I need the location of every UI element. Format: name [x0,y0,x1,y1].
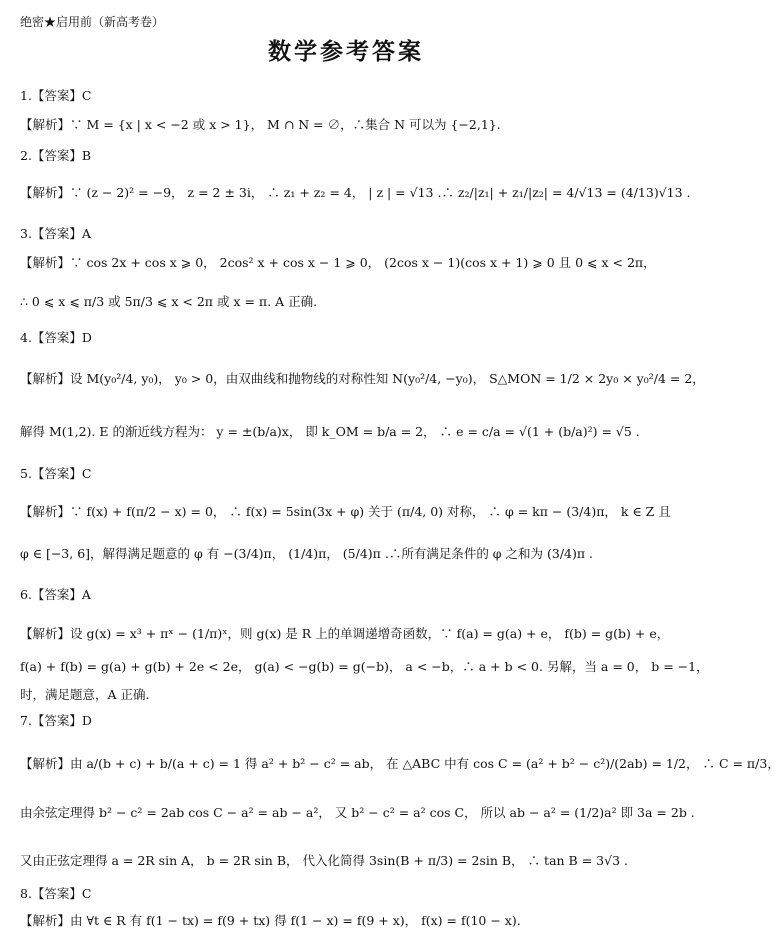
explanation-line: ∴ 0 ⩽ x ⩽ π/3 或 5π/3 ⩽ x < 2π 或 x = π. A 正确. [20,294,318,309]
answer-line: 5.【答案】C [20,466,92,481]
answer-line: 1.【答案】C [20,88,92,103]
explanation-line: 【解析】设 g(x) = x³ + πˣ − (1/π)ˣ，则 g(x) 是 R 上的单调递增奇函数，∵ f(a) = g(a) + e， f(b) = g(b) + e， [20,626,670,641]
answer-line: 7.【答案】D [20,713,92,728]
explanation-line: 【解析】∵ (z − 2)² = −9， z = 2 ± 3i， ∴ z₁ + z₂ = 4， | z | = √13 .∴ z₂/|z₁| + z₁/|z₂| = 4/√13 = (4/13)√13 . [20,185,691,200]
explanation-line: 【解析】∵ cos 2x + cos x ⩾ 0， 2cos² x + cos x − 1 ⩾ 0， (2cos x − 1)(cos x + 1) ⩾ 0 且 0 ⩽ x < 2π， [20,255,656,270]
answer-line: 4.【答案】D [20,330,92,345]
explanation-line: 【解析】由 ∀t ∈ R 有 f(1 − tx) = f(9 + tx) 得 f(1 − x) = f(9 + x)， f(x) = f(10 − x). [20,913,521,928]
explanation-line: 【解析】∵ M = {x | x < −2 或 x > 1}， M ∩ N = ∅，∴集合 N 可以为 {−2,1}. [20,117,501,132]
explanation-line: 【解析】∵ f(x) + f(π/2 − x) = 0， ∴ f(x) = 5sin(3x + φ) 关于 (π/4, 0) 对称， ∴ φ = kπ − (3/4)π， k ∈ Z 且 [20,504,671,519]
answer-line: 2.【答案】B [20,148,92,163]
explanation-line: 时，满足题意，A 正确. [20,687,150,702]
answer-line: 6.【答案】A [20,587,91,602]
confidential-tag: 绝密★启用前（新高考卷） [20,15,165,29]
explanation-line: 【解析】设 M(y₀²/4, y₀)， y₀ > 0，由双曲线和抛物线的对称性知 N(y₀²/4, −y₀)， S△MON = 1/2 × 2y₀ × y₀²/4 = 2， [20,371,705,386]
explanation-line: 由余弦定理得 b² − c² = 2ab cos C − a² = ab − a²， 又 b² − c² = a² cos C， 所以 ab − a² = (1/2)a² 即 3a = 2b . [20,805,695,820]
page-title: 数学参考答案 [268,38,424,65]
explanation-line: 解得 M(1,2). E 的渐近线方程为： y = ±(b/a)x， 即 k_OM = b/a = 2， ∴ e = c/a = √(1 + (b/a)²) = √5 . [20,424,640,439]
answer-line: 8.【答案】C [20,886,92,901]
answer-line: 3.【答案】A [20,226,91,241]
explanation-line: φ ∈ [−3, 6]，解得满足题意的 φ 有 −(3/4)π， (1/4)π， (5/4)π .∴所有满足条件的 φ 之和为 (3/4)π . [20,546,594,561]
explanation-line: 【解析】由 a/(b + c) + b/(a + c) = 1 得 a² + b² − c² = ab， 在 △ABC 中有 cos C = (a² + b² − c²)/(2ab) = 1/2， ∴ C = π/3， [20,756,780,771]
explanation-line: 又由正弦定理得 a = 2R sin A， b = 2R sin B， 代入化简得 3sin(B + π/3) = 2sin B， ∴ tan B = 3√3 . [20,853,628,868]
explanation-line: f(a) + f(b) = g(a) + g(b) + 2e < 2e， g(a) < −g(b) = g(−b)， a < −b，∴ a + b < 0. 另解，当 a = 0， b = −1， [20,659,709,674]
